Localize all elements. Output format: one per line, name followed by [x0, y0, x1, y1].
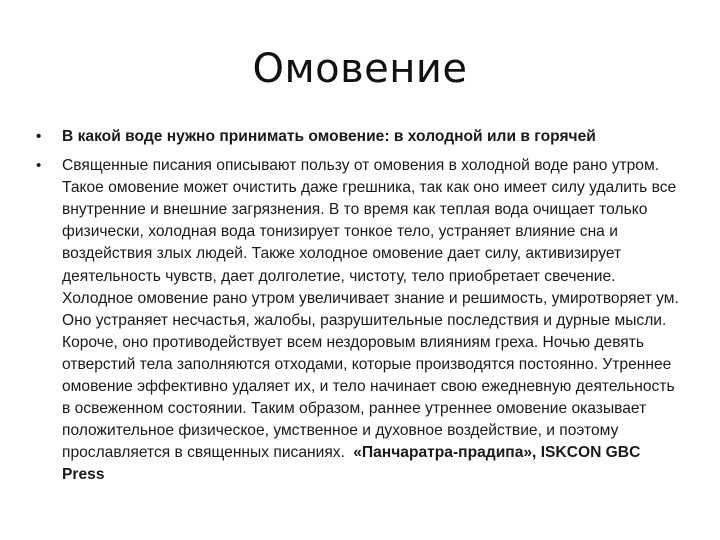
bullet-body: [36, 155, 682, 486]
bullet-marker: •: [36, 128, 42, 145]
bullet-list: [36, 126, 682, 494]
body-text: Священные писания описывают пользу от омовения в холодной воде рано утром. Такое омовение может очистить даже грешника, так как оно имеет силу удалить все внутренние и внешние загрязнения. В то время как теплая вода очищает только физически, холодная вода тонизирует тонкое тело, устраняет влияние сна и воздействия злых людей. Также холодное омовение дает силу, активизирует деятельность чувств, дает долголетие, чистоту, тело приобретает свечение. Холодное омовение рано утром увеличивает знание и решимость, умиротворяет ум. Оно устраняет несчастья, жалобы, разрушительные последствия и дурные мысли. Короче, оно противодействует всем нездоровым влияниям греха. Ночью девять отверстий тела заполняются отходами, которые производятся постоянно. Утреннее омовение эффективно удаляет их, и тело начинает свою ежедневную деятельность в освеженном состоянии. Таким образом, раннее утреннее омовение оказывает положительное физическое, умственное и духовное воздействие, и поэтому прославляется в священных писаниях.: [62, 157, 679, 462]
bullet-marker: •: [36, 157, 42, 175]
question-text: В какой воде нужно принимать омовение: в холодной или в горячей: [62, 128, 596, 145]
source-citation: «Панчаратра-прадипа», ISKCON GBC Press: [62, 444, 641, 484]
bullet-question: [36, 126, 682, 148]
slide-title: Омовение: [252, 46, 468, 92]
